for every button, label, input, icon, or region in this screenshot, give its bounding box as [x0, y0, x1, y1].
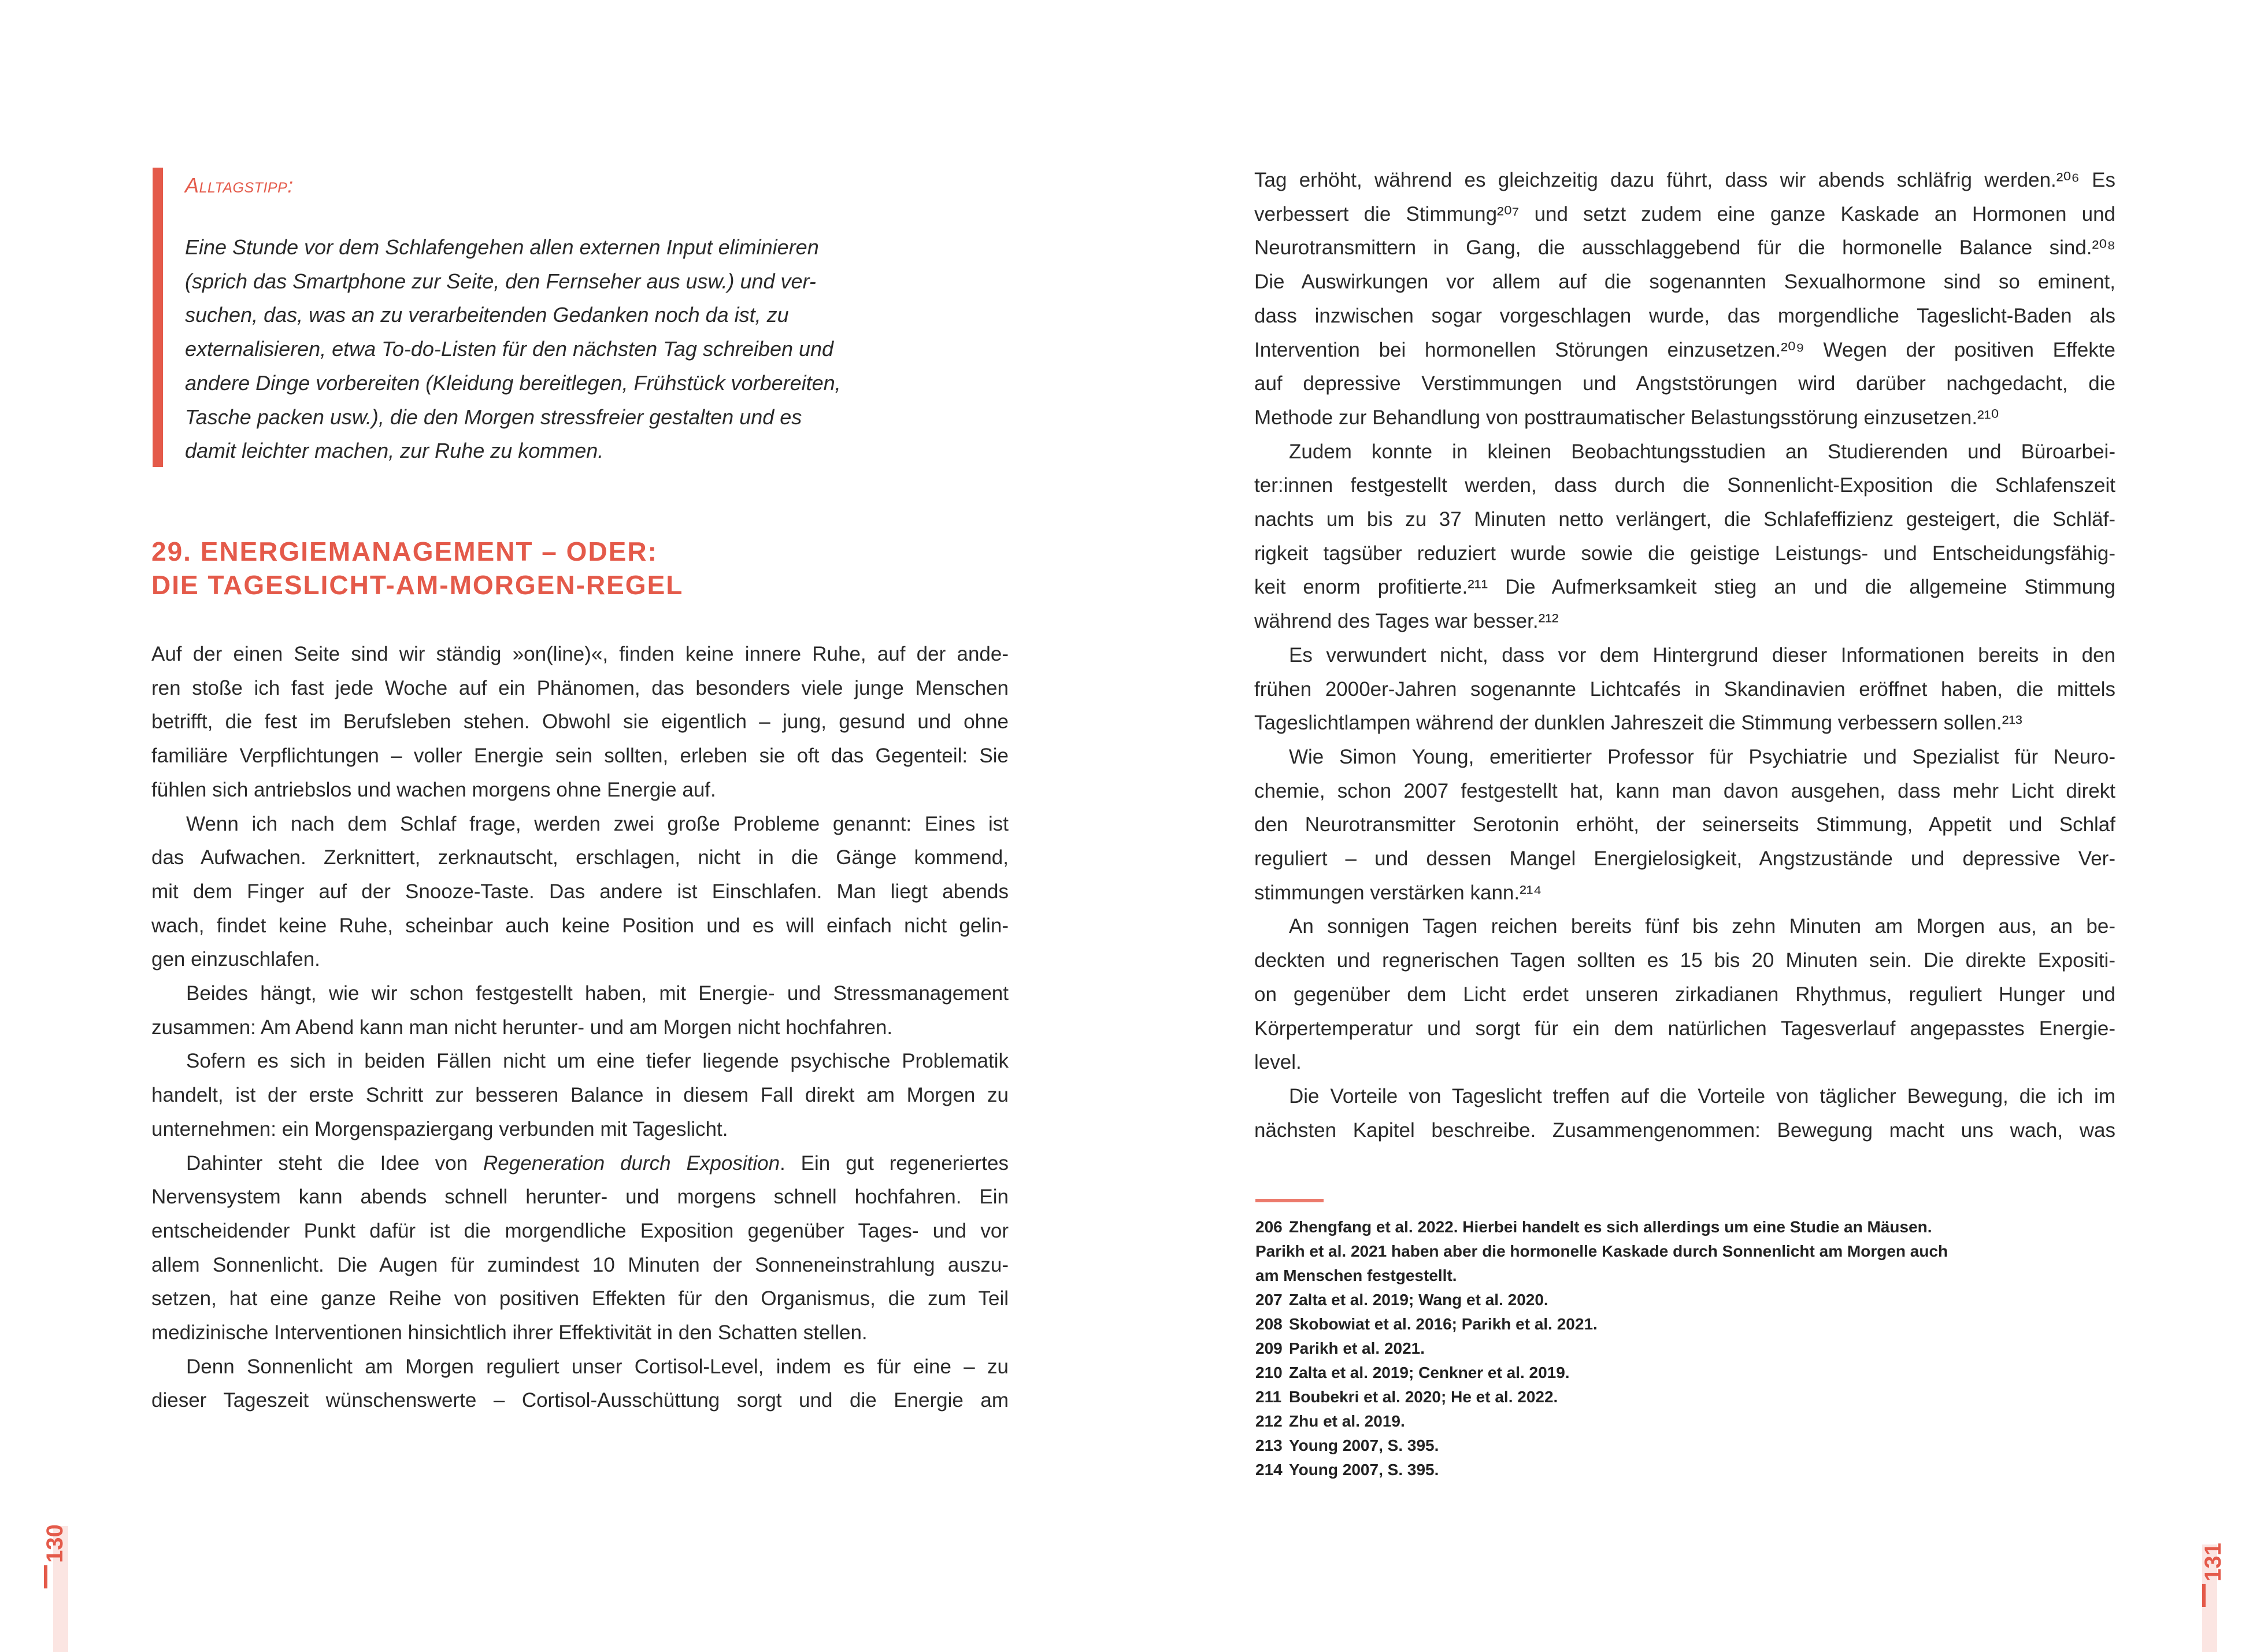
- text-segment: . Ein gut regeneriertes: [780, 1151, 1009, 1175]
- page-number-bar-left: [44, 1565, 47, 1588]
- footnote-text: Zhengfang et al. 2022. Hierbei handelt es sich allerdings um eine Studie an Mäusen.: [1289, 1218, 1932, 1236]
- text-line: betrifft, die fest im Berufsleben stehen. Obwohl sie eigentlich – jung, gesund und ohne: [151, 710, 1009, 734]
- paragraph: [151, 977, 1009, 1044]
- footnote: [1255, 1336, 1948, 1361]
- text-line: frühen 2000er-Jahren sogenannte Lichtcafés in Skandinavien eröffnet haben, die mittels: [1254, 677, 2115, 701]
- footnote-text: Zhu et al. 2019.: [1289, 1412, 1405, 1430]
- text-line: wach, findet keine Ruhe, scheinbar auch keine Position und es will einfach nicht gelin-: [151, 914, 1009, 937]
- footnote: [1255, 1385, 1948, 1409]
- right-page-body: [1254, 164, 2115, 1147]
- footnote-text: Skobowiat et al. 2016; Parikh et al. 2021.: [1289, 1315, 1598, 1333]
- text-line: Die Auswirkungen vor allem auf die sogenannten Sexualhormone sind so eminent,: [1254, 271, 2115, 294]
- chapter-heading: [151, 535, 683, 602]
- text-line: damit leichter machen, zur Ruhe zu kommen.: [185, 439, 604, 463]
- text-line: Nervensystem kann abends schnell herunter- und morgens schnell hochfahren. Ein: [151, 1186, 1009, 1209]
- text-line: allem Sonnenlicht. Die Augen für zumindest 10 Minuten der Sonneneinstrahlung auszu-: [151, 1253, 1009, 1276]
- text-line: ter:innen festgestellt werden, dass durch die Sonnenlicht-Exposition die Schlafenszeit: [1254, 474, 2115, 497]
- text-line: deckten und regnerischen Tagen sollten es 15 bis 20 Minuten sein. Die direkte Expositi-: [1254, 949, 2115, 972]
- tip-label: Alltagstipp:: [185, 173, 294, 197]
- footnote-text: Parikh et al. 2021.: [1289, 1339, 1425, 1357]
- text-line: [151, 1147, 1009, 1181]
- text-line: on gegenüber dem Licht erdet unseren zirkadianen Rhythmus, reguliert Hunger und: [1254, 983, 2115, 1006]
- tip-text: [185, 231, 994, 468]
- text-line: Tageslichtlampen während der dunklen Jahreszeit die Stimmung verbessern sollen.²¹³: [1254, 712, 2022, 735]
- text-line: Neurotransmittern in Gang, die ausschlaggebend für die hormonelle Balance sind.²⁰⁸: [1254, 236, 2115, 260]
- footnote-number: 214: [1255, 1461, 1283, 1479]
- text-line: das Aufwachen. Zerknittert, zerknautscht, erschlagen, nicht in die Gänge kommend,: [151, 846, 1009, 869]
- footnote-number: 210: [1255, 1364, 1283, 1381]
- footnote: [1255, 1458, 1948, 1482]
- text-line: den Neurotransmitter Serotonin erhöht, der seinerseits Stimmung, Appetit und Schlaf: [1254, 813, 2115, 836]
- footnote: [1255, 1434, 1948, 1458]
- text-line: setzen, hat eine ganze Reihe von positiven Effekten für den Organismus, die zum Teil: [151, 1287, 1009, 1310]
- footnote: [1255, 1215, 1948, 1239]
- text-line: level.: [1254, 1051, 1302, 1074]
- text-line: (sprich das Smartphone zur Seite, den Fernseher aus usw.) und ver-: [185, 269, 816, 293]
- text-line: An sonnigen Tagen reichen bereits fünf bis zehn Minuten am Morgen aus, an be-: [1289, 915, 2115, 938]
- footnote: [1255, 1288, 1948, 1312]
- text-line: Die Vorteile von Tageslicht treffen auf die Vorteile von täglicher Bewegung, die ich im: [1289, 1084, 2115, 1107]
- paragraph: [151, 1147, 1009, 1350]
- page-number-right: 131: [2200, 1543, 2226, 1581]
- footnote-number: 207: [1255, 1291, 1283, 1309]
- text-line: Methode zur Behandlung von posttraumatischer Belastungsstörung einzusetzen.²¹⁰: [1254, 406, 1999, 429]
- paragraph: [151, 638, 1009, 808]
- footnote: [1255, 1312, 1948, 1336]
- paragraph: [1254, 1080, 2115, 1147]
- text-line: medizinische Interventionen hinsichtlich ihrer Effektivität in den Schatten stellen.: [151, 1321, 868, 1344]
- text-line: entscheidender Punkt dafür ist die morgendliche Exposition gegenüber Tages- und vor: [151, 1219, 1009, 1242]
- text-line: Es verwundert nicht, dass vor dem Hintergrund dieser Informationen bereits in den: [1289, 643, 2115, 666]
- text-line: Tag erhöht, während es gleichzeitig dazu führt, dass wir abends schläfrig werden.²⁰⁶ Es: [1254, 169, 2115, 191]
- text-line: Wenn ich nach dem Schlaf frage, werden zwei große Probleme genannt: Eines ist: [186, 812, 1009, 835]
- text-line: Denn Sonnenlicht am Morgen reguliert unser Cortisol-Level, indem es für eine – zu: [186, 1355, 1009, 1378]
- paragraph: [1254, 435, 2115, 639]
- emphasis-text: Regeneration durch Exposition: [483, 1151, 780, 1175]
- text-line: Intervention bei hormonellen Störungen einzusetzen.²⁰⁹ Wegen der positiven Effekte: [1254, 338, 2115, 361]
- chapter-heading-line: 29. ENERGIEMANAGEMENT – ODER:: [151, 536, 658, 566]
- text-line: reguliert – und dessen Mangel Energielosigkeit, Angstzustände und depressive Ver-: [1254, 847, 2115, 871]
- text-line: unternehmen: ein Morgenspaziergang verbunden mit Tageslicht.: [151, 1117, 728, 1140]
- footnote-number: 209: [1255, 1339, 1283, 1357]
- chapter-heading-line: DIE TAGESLICHT-AM-MORGEN-REGEL: [151, 570, 684, 600]
- footnote-text: am Menschen festgestellt.: [1255, 1266, 1457, 1284]
- footnote-divider: [1255, 1199, 1324, 1202]
- footnote-number: 212: [1255, 1412, 1283, 1430]
- text-line: dieser Tageszeit wünschenswerte – Cortisol-Ausschüttung sorgt und die Energie am: [151, 1389, 1009, 1412]
- paragraph: [1254, 910, 2115, 1080]
- text-line: familiäre Verpflichtungen – voller Energie sein sollten, erleben sie oft das Gegenteil: Sie: [151, 744, 1009, 768]
- footnote-text: Boubekri et al. 2020; He et al. 2022.: [1289, 1388, 1558, 1406]
- footnote: [1255, 1409, 1948, 1434]
- text-line: auf depressive Verstimmungen und Angststörungen wird darüber nachgedacht, die: [1254, 372, 2115, 395]
- footnote-number: 213: [1255, 1436, 1283, 1454]
- text-line: rigkeit tagsüber reduziert wurde sowie die geistige Leistungs- und Entscheidungsfähig-: [1254, 542, 2115, 565]
- left-page-body: [151, 638, 1009, 1418]
- page-number-bar-right: [2202, 1584, 2206, 1607]
- text-line: keit enorm profitierte.²¹¹ Die Aufmerksamkeit stieg an und die allgemeine Stimmung: [1254, 576, 2115, 599]
- footnote: [1255, 1361, 1948, 1385]
- paragraph: [151, 808, 1009, 977]
- text-line: ren stoße ich fast jede Woche auf ein Phänomen, das besonders viele junge Menschen: [151, 676, 1009, 699]
- text-line: während des Tages war besser.²¹²: [1254, 610, 1559, 633]
- footnotes: [1255, 1215, 1948, 1482]
- text-line: Eine Stunde vor dem Schlafengehen allen externen Input eliminieren: [185, 235, 819, 259]
- text-line: Tasche packen usw.), die den Morgen stressfreier gestalten und es: [185, 405, 802, 429]
- text-line: Beides hängt, wie wir schon festgestellt haben, mit Energie- und Stressmanagement: [186, 982, 1009, 1005]
- text-line: handelt, ist der erste Schritt zur besseren Balance in diesem Fall direkt am Morgen zu: [151, 1084, 1009, 1107]
- footnote-text: Zalta et al. 2019; Wang et al. 2020.: [1289, 1291, 1548, 1309]
- text-segment: Dahinter steht die Idee von: [186, 1151, 484, 1175]
- text-line: gen einzuschlafen.: [151, 948, 320, 971]
- text-line: dass inzwischen sogar vorgeschlagen wurde, das morgendliche Tageslicht-Baden als: [1254, 304, 2115, 327]
- text-line: fühlen sich antriebslos und wachen morgens ohne Energie auf.: [151, 778, 716, 801]
- paragraph: [1254, 740, 2115, 910]
- footnote: [1255, 1264, 1948, 1288]
- footnote-text: Parikh et al. 2021 haben aber die hormonelle Kaskade durch Sonnenlicht am Morgen auch: [1255, 1242, 1948, 1260]
- paragraph: [151, 1350, 1009, 1418]
- text-line: nächsten Kapitel beschreibe. Zusammengenommen: Bewegung macht uns wach, was: [1254, 1118, 2115, 1142]
- footnote-number: 211: [1255, 1388, 1282, 1406]
- text-line: Wie Simon Young, emeritierter Professor für Psychiatrie und Spezialist für Neuro-: [1289, 745, 2115, 768]
- text-line: externalisieren, etwa To-do-Listen für den nächsten Tag schreiben und: [185, 337, 834, 361]
- paragraph: [151, 1044, 1009, 1146]
- footnote: [1255, 1239, 1948, 1264]
- paragraph: [1254, 164, 2115, 435]
- footnote-text: Young 2007, S. 395.: [1289, 1461, 1439, 1479]
- tip-accent-bar: [153, 168, 163, 467]
- text-line: mit dem Finger auf der Snooze-Taste. Das andere ist Einschlafen. Man liegt abends: [151, 880, 1009, 903]
- footnote-number: 208: [1255, 1315, 1283, 1333]
- text-line: Körpertemperatur und sorgt für ein dem natürlichen Tagesverlauf angepasstes Energie-: [1254, 1017, 2115, 1040]
- page-number-left: 130: [42, 1524, 68, 1563]
- text-line: stimmungen verstärken kann.²¹⁴: [1254, 881, 1542, 904]
- text-line: suchen, das, was an zu verarbeitenden Gedanken noch da ist, zu: [185, 303, 789, 327]
- text-line: verbessert die Stimmung²⁰⁷ und setzt zudem eine ganze Kaskade an Hormonen und: [1254, 202, 2115, 225]
- text-line: zusammen: Am Abend kann man nicht herunter- und am Morgen nicht hochfahren.: [151, 1016, 893, 1039]
- footnote-number: 206: [1255, 1218, 1283, 1236]
- text-line: andere Dinge vorbereiten (Kleidung bereitlegen, Frühstück vorbereiten,: [185, 371, 841, 395]
- text-line: Zudem konnte in kleinen Beobachtungsstudien an Studierenden und Büroarbei-: [1289, 440, 2115, 463]
- text-line: Auf der einen Seite sind wir ständig »on(line)«, finden keine innere Ruhe, auf der ande-: [151, 643, 1009, 665]
- footnote-text: Zalta et al. 2019; Cenkner et al. 2019.: [1289, 1364, 1570, 1381]
- footnote-text: Young 2007, S. 395.: [1289, 1436, 1439, 1454]
- paragraph: [1254, 639, 2115, 740]
- text-line: nachts um bis zu 37 Minuten netto verlängert, die Schlafeffizienz gesteigert, die Schläf-: [1254, 508, 2115, 531]
- text-line: Sofern es sich in beiden Fällen nicht um eine tiefer liegende psychische Problematik: [186, 1050, 1009, 1073]
- text-line: chemie, schon 2007 festgestellt hat, kann man davon ausgehen, dass mehr Licht direkt: [1254, 779, 2115, 802]
